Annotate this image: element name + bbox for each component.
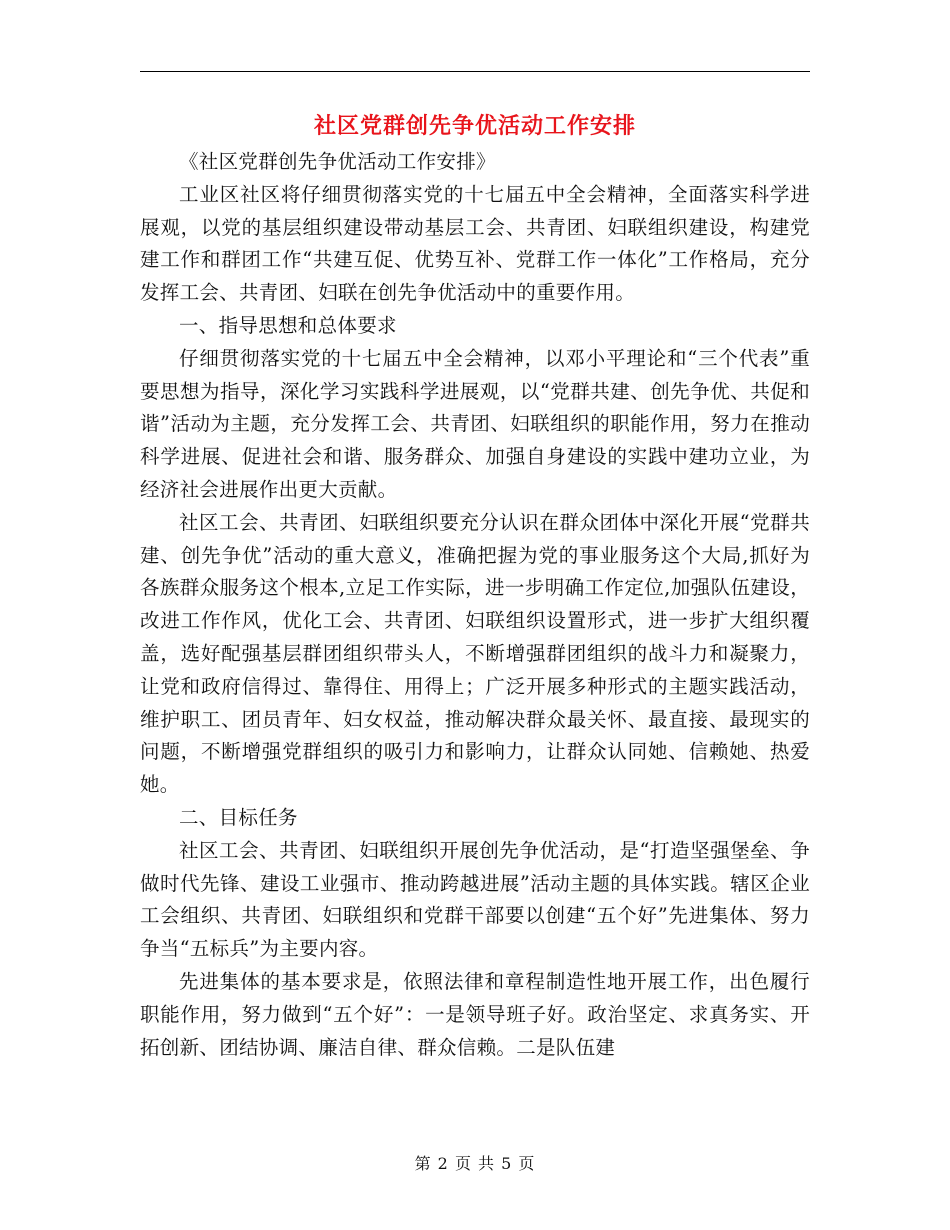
document-title: 社区党群创先争优活动工作安排 bbox=[313, 113, 636, 139]
section-heading-goals: 二、目标任务 bbox=[179, 805, 298, 829]
header-rule bbox=[140, 71, 810, 72]
paragraph-organization-requirements: 社区工会、共青团、妇联组织要充分认识在群众团体中深化开展“党群共建、创先争优”活动的重大意义，准确把握为党的事业服务这个大局,抓好为各族群众服务这个根本,立足工作实际，进一步明确工作定位,加强队伍建设，改进工作作风，优化工会、共青团、妇联组织设置形式，进一步扩大组织覆盖，选好配强基层群团组织带头人，不断增强群团组织的战斗力和凝聚力，让党和政府信得过、靠得住、用得上；广泛开展多种形式的主题实践活动，维护职工、团员青年、妇女权益，推动解决群众最关怀、最直接、最现实的问题，不断增强党群组织的吸引力和影响力，让群众认同她、信赖她、热爱她。 bbox=[140, 510, 810, 797]
paragraph-guiding-thought: 仔细贯彻落实党的十七届五中全会精神，以邓小平理论和“三个代表”重要思想为指导，深化学习实践科学进展观，以“党群共建、创先争优、共促和谐”活动为主题，充分发挥工会、共青团、妇联组织的职能作用，努力在推动科学进展、促进社会和谐、服务群众、加强自身建设的实践中建功立业，为经济社会进展作出更大贡献。 bbox=[140, 346, 810, 501]
paragraph-goals: 社区工会、共青团、妇联组织开展创先争优活动，是“打造坚强堡垒、争做时代先锋、建设工业强市、推动跨越进展”活动主题的具体实践。辖区企业工会组织、共青团、妇联组织和党群干部要以创建“五个好”先进集体、努力争当“五标兵”为主要内容。 bbox=[140, 838, 810, 961]
paragraph-advanced-collective: 先进集体的基本要求是，依照法律和章程制造性地开展工作，出色履行职能作用，努力做到“五个好”：一是领导班子好。政治坚定、求真务实、开拓创新、团结协调、廉洁自律、群众信赖。二是队伍建 bbox=[140, 969, 810, 1059]
paragraph-intro: 工业区社区将仔细贯彻落实党的十七届五中全会精神，全面落实科学进展观，以党的基层组织建设带动基层工会、共青团、妇联组织建设，构建党建工作和群团工作“共建互促、优势互补、党群工作一体化”工作格局，充分发挥工会、共青团、妇联在创先争优活动中的重要作用。 bbox=[140, 182, 810, 305]
page-number-footer: 第 2 页 共 5 页 bbox=[414, 1154, 536, 1173]
document-body bbox=[140, 146, 810, 1064]
section-heading-guiding-thought: 一、指导思想和总体要求 bbox=[179, 313, 397, 337]
paragraph-doc-name: 《社区党群创先争优活动工作安排》 bbox=[179, 150, 496, 173]
